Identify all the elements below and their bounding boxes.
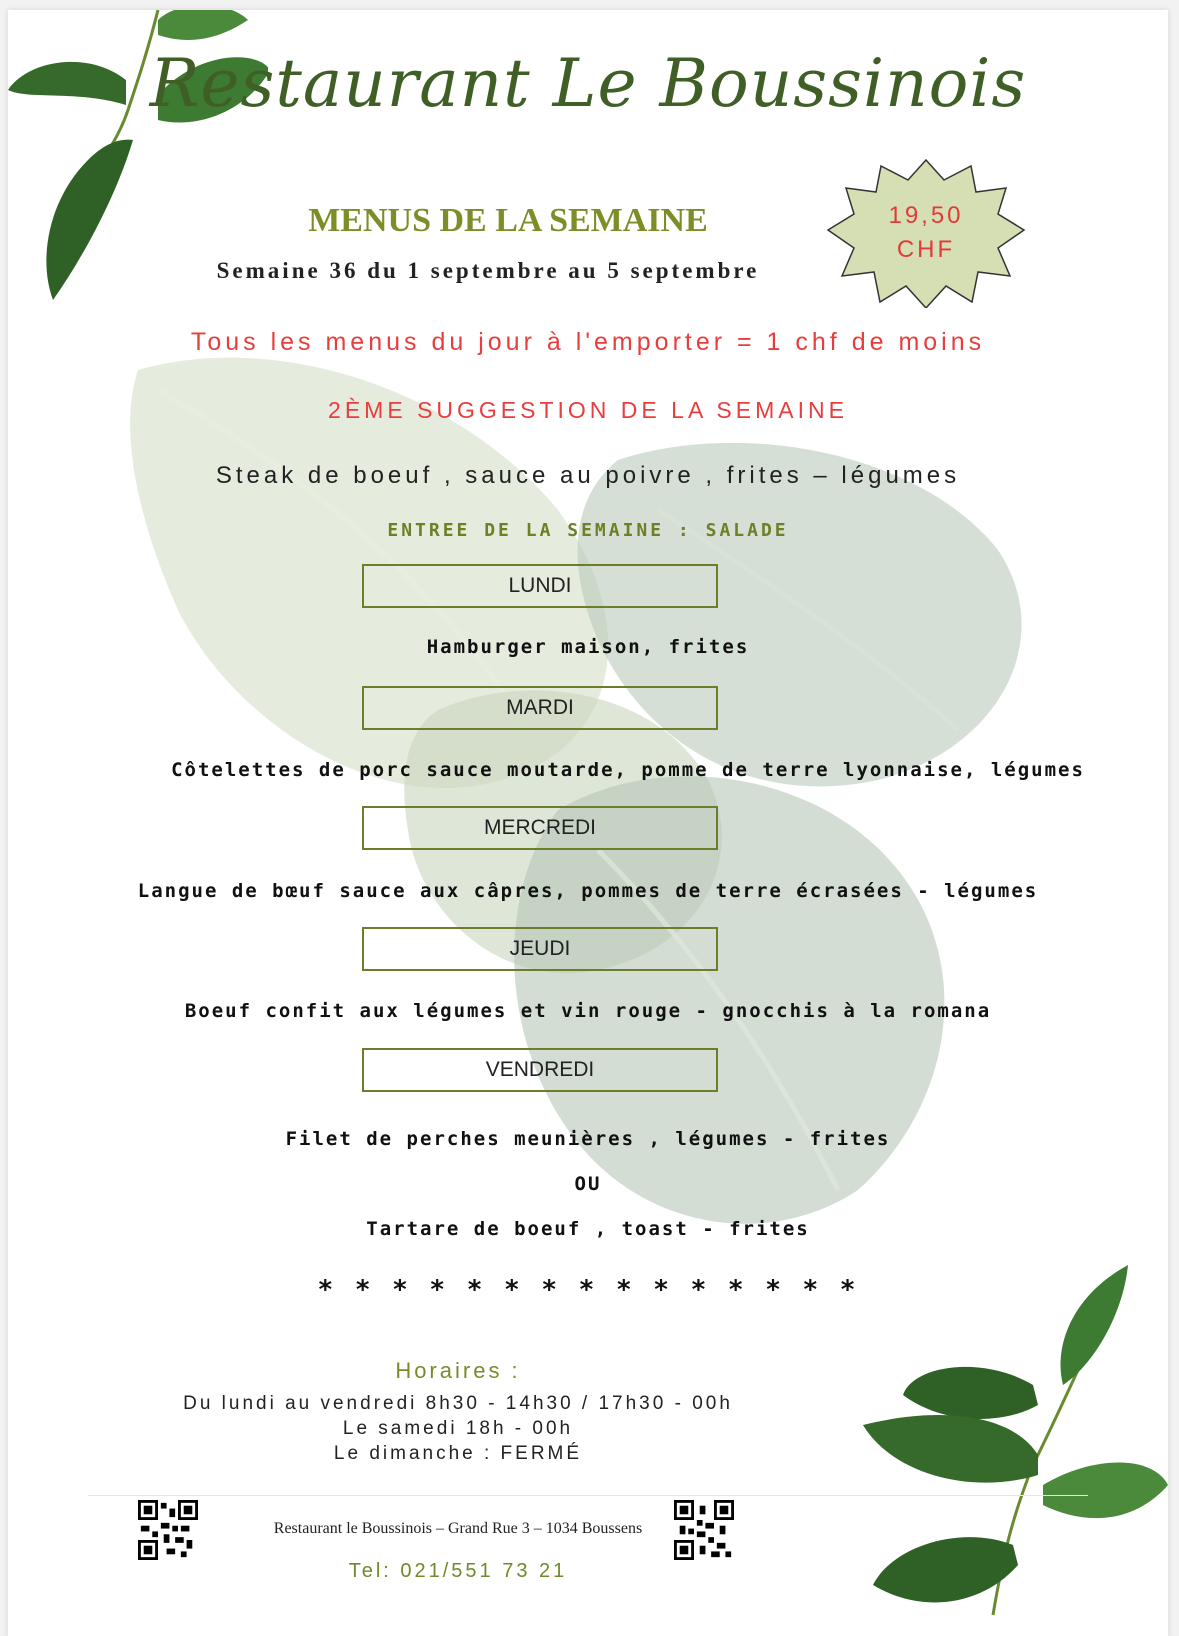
price-badge xyxy=(826,158,1026,308)
restaurant-title: Restaurant Le Boussinois xyxy=(149,45,1027,122)
day-label-mardi: MARDI xyxy=(362,686,718,730)
entree-of-week: ENTREE DE LA SEMAINE : SALADE xyxy=(387,520,789,541)
suggestion-dish: Steak de boeuf , sauce au poivre , frites – légumes xyxy=(215,462,961,489)
day-label-vendredi: VENDREDI xyxy=(362,1048,718,1092)
dish-lundi: Hamburger maison, frites xyxy=(426,636,750,658)
week-subtitle: Semaine 36 du 1 septembre au 5 septembre xyxy=(216,258,760,283)
dish-mercredi: Langue de bœuf sauce aux câpres, pommes de terre écrasées - légumes xyxy=(137,880,1039,902)
menus-heading: MENUS DE LA SEMAINE xyxy=(308,202,708,239)
dish-mardi: Côtelettes de porc sauce moutarde, pomme de terre lyonnaise, légumes xyxy=(171,759,1085,781)
footer-address: Restaurant le Boussinois – Grand Rue 3 – 1034 Boussens xyxy=(273,1520,643,1537)
day-label-jeudi: JEUDI xyxy=(362,927,718,971)
footer-divider xyxy=(88,1495,1088,1496)
day-label-mercredi: MERCREDI xyxy=(362,806,718,850)
hours-heading: Horaires : xyxy=(395,1358,521,1383)
price-currency: CHF xyxy=(896,236,956,263)
hours-weekdays: Du lundi au vendredi 8h30 - 14h30 / 17h30 - 00h xyxy=(183,1393,733,1414)
dish-jeudi: Boeuf confit aux légumes et vin rouge - gnocchis à la romana xyxy=(184,1000,992,1022)
hours-sunday: Le dimanche : FERMÉ xyxy=(333,1443,583,1464)
menu-page xyxy=(8,10,1168,1636)
qr-code-icon[interactable] xyxy=(138,1500,198,1560)
dish-vendredi-alt: Tartare de boeuf , toast - frites xyxy=(366,1218,810,1240)
day-label-lundi: LUNDI xyxy=(362,564,718,608)
starburst-badge-icon xyxy=(826,158,1026,308)
or-separator: OU xyxy=(574,1173,602,1195)
stars-divider: * * * * * * * * * * * * * * * xyxy=(317,1275,859,1305)
price-amount: 19,50 xyxy=(888,202,964,229)
hours-saturday: Le samedi 18h - 00h xyxy=(342,1418,574,1439)
suggestion-heading: 2ÈME SUGGESTION DE LA SEMAINE xyxy=(328,397,848,423)
leaf-branch-icon xyxy=(863,1255,1168,1636)
footer-phone[interactable]: Tel: 021/551 73 21 xyxy=(348,1560,568,1582)
takeaway-promo: Tous les menus du jour à l'emporter = 1 chf de moins xyxy=(190,328,986,356)
watercolor-leaf-icon xyxy=(98,310,1048,1260)
dish-vendredi: Filet de perches meunières , légumes - frites xyxy=(285,1128,891,1150)
